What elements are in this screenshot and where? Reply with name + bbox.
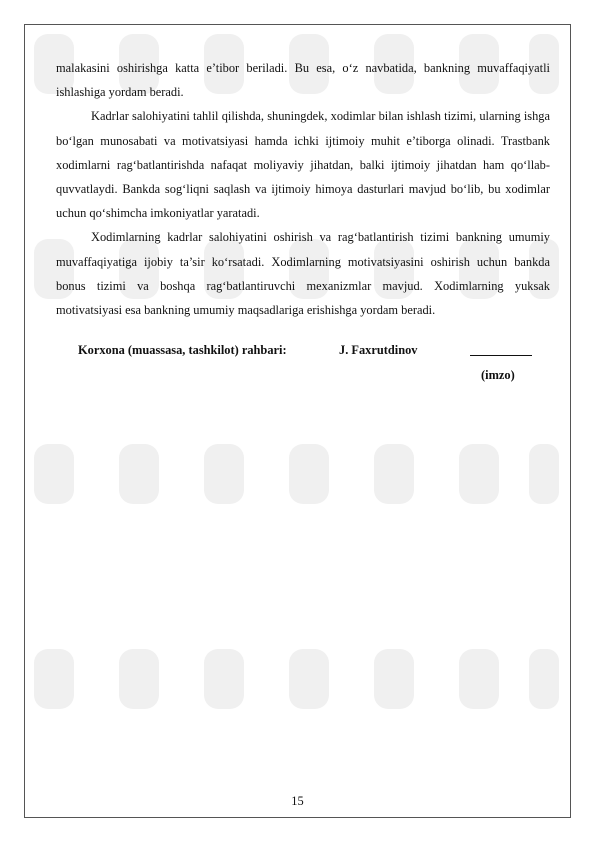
paragraph-1: malakasini oshirishga katta e’tibor beriladi. Bu esa, o‘z navbatida, bankning muvaffaqiyatli ishlashiga yordam beradi.	[56, 61, 550, 100]
document-body	[56, 56, 550, 322]
page-number: 15	[291, 794, 304, 808]
organization-head-label: Korxona (muassasa, tashkilot) rahbari:	[78, 343, 287, 357]
signature-line	[470, 355, 532, 356]
signatory-name: J. Faxrutdinov	[339, 343, 418, 357]
signature-caption: (imzo)	[481, 368, 515, 382]
paragraph-2: Kadrlar salohiyatini tahlil qilishda, shuningdek, xodimlar bilan ishlash tizimi, ularning ishga bo‘lgan munosabati va motivatsiyasi hamda ichki ijtimoiy muhit e’tiborga olinadi. Trastbank xodimlarni rag‘batlantirishda nafaqat moliyaviy jihatdan, balki ijtimoiy jihatdan ham qo‘llab-quvvatlaydi. Bankda sog‘liqni saqlash va ijtimoiy himoya dasturlari mavjud bo‘lib, bu xodimlar uchun qo‘shimcha imkoniyatlar yaratadi.	[56, 109, 550, 221]
paragraph-3: Xodimlarning kadrlar salohiyatini oshirish va rag‘batlantirish tizimi bankning umumiy muvaffaqiyatiga ijobiy ta’sir ko‘rsatadi. Xodimlarning motivatsiyasini oshirish uchun bankda bonus tizimi va boshqa rag‘batlantiruvchi mexanizmlar mavjud. Xodimlarning yuksak motivatsiyasi esa bankning umumiy maqsadlariga erishishga yordam beradi.	[56, 230, 550, 318]
